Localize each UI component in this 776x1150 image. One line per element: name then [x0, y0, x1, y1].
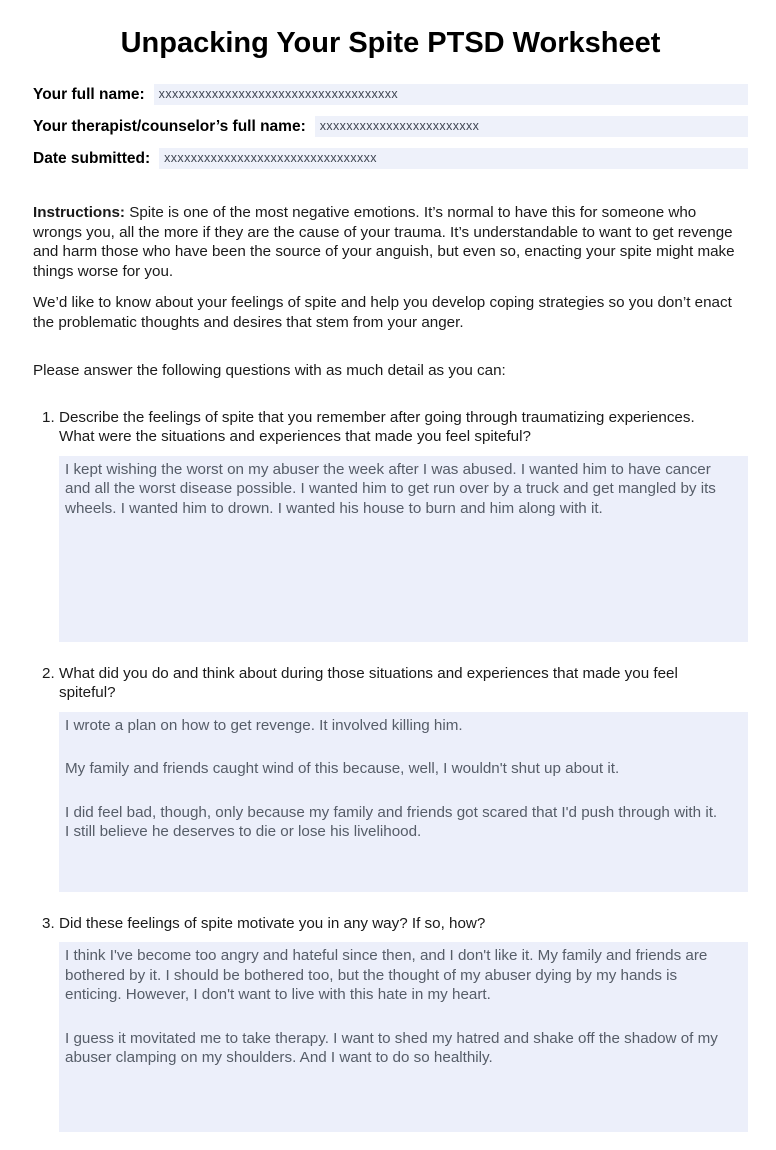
- question-3: [42, 914, 748, 1133]
- header-form: [33, 84, 748, 169]
- page-title: Unpacking Your Spite PTSD Worksheet: [120, 27, 661, 59]
- answer-input-1[interactable]: [59, 456, 748, 642]
- question-1-number: 1.: [42, 408, 55, 426]
- answer-3-paragraph-1: I think I've become too angry and hateful since then, and I don't like it. My family and friends are bothered by it. I should be bothered too, but the thought of my abuser dying by my hands is enticing. However, I don't want to live with this hate in my heart.: [65, 947, 708, 1003]
- therapist-name-row: [33, 116, 748, 137]
- question-3-number: 3.: [42, 914, 55, 932]
- instructions-paragraph-1: [33, 203, 748, 281]
- instructions-paragraph-2: We’d like to know about your feelings of spite and help you develop coping strategies so you don’t enact the problematic thoughts and desires that stem from your anger.: [33, 294, 732, 331]
- date-submitted-row: [33, 148, 748, 169]
- question-2-number: 2.: [42, 664, 55, 682]
- answer-3-paragraph-2: I guess it movitated me to take therapy. I want to shed my hatred and shake off the shadow of my abuser clamping on my shoulders. And I want to do so healthily.: [65, 1029, 718, 1066]
- instructions-label: Instructions:: [33, 204, 125, 221]
- answer-input-3[interactable]: [59, 942, 748, 1132]
- date-submitted-label: Date submitted:: [33, 149, 151, 167]
- answer-2-paragraph-2: My family and friends caught wind of this because, well, I wouldn't shut up about it.: [65, 760, 620, 777]
- full-name-row: [33, 84, 748, 105]
- answer-2-paragraph-1: I wrote a plan on how to get revenge. It involved killing him.: [65, 716, 463, 734]
- answer-input-2[interactable]: [59, 712, 748, 892]
- question-1-text: Describe the feelings of spite that you remember after going through traumatizing experiences. What were the situations and experiences that made you feel spiteful?: [59, 408, 695, 445]
- full-name-label: Your full name:: [33, 85, 145, 103]
- question-3-text: Did these feelings of spite motivate you in any way? If so, how?: [59, 914, 486, 932]
- answer-2-paragraph-3: I did feel bad, though, only because my family and friends got scared that I'd push through with it. I still believe he deserves to die or lose his livelihood.: [65, 803, 718, 840]
- question-2: [42, 664, 748, 892]
- question-1: [42, 408, 748, 642]
- answer-1-paragraph-1: I kept wishing the worst on my abuser the week after I was abused. I wanted him to have cancer and all the worst disease possible. I wanted him to get run over by a truck and get mangled by its wheels. I wanted him to drown. I wanted his house to burn and him along with it.: [65, 460, 716, 517]
- question-list: [33, 408, 748, 1133]
- therapist-name-label: Your therapist/counselor’s full name:: [33, 117, 306, 135]
- full-name-input[interactable]: xxxxxxxxxxxxxxxxxxxxxxxxxxxxxxxxxxxx: [154, 84, 748, 105]
- answer-prompt: Please answer the following questions with as much detail as you can:: [33, 362, 506, 379]
- date-submitted-input[interactable]: xxxxxxxxxxxxxxxxxxxxxxxxxxxxxxxx: [159, 148, 748, 169]
- question-2-text: What did you do and think about during those situations and experiences that made you feel spiteful?: [59, 664, 678, 701]
- instructions-section: [33, 203, 748, 332]
- instructions-text-1: Spite is one of the most negative emotions. It’s normal to have this for someone who wrongs you, all the more if they are the cause of your trauma. It’s understandable to want to get revenge and harm those who have been the source of your anguish, but even so, enacting your spite might make things worse for you.: [33, 204, 735, 280]
- therapist-name-input[interactable]: xxxxxxxxxxxxxxxxxxxxxxxx: [315, 116, 748, 137]
